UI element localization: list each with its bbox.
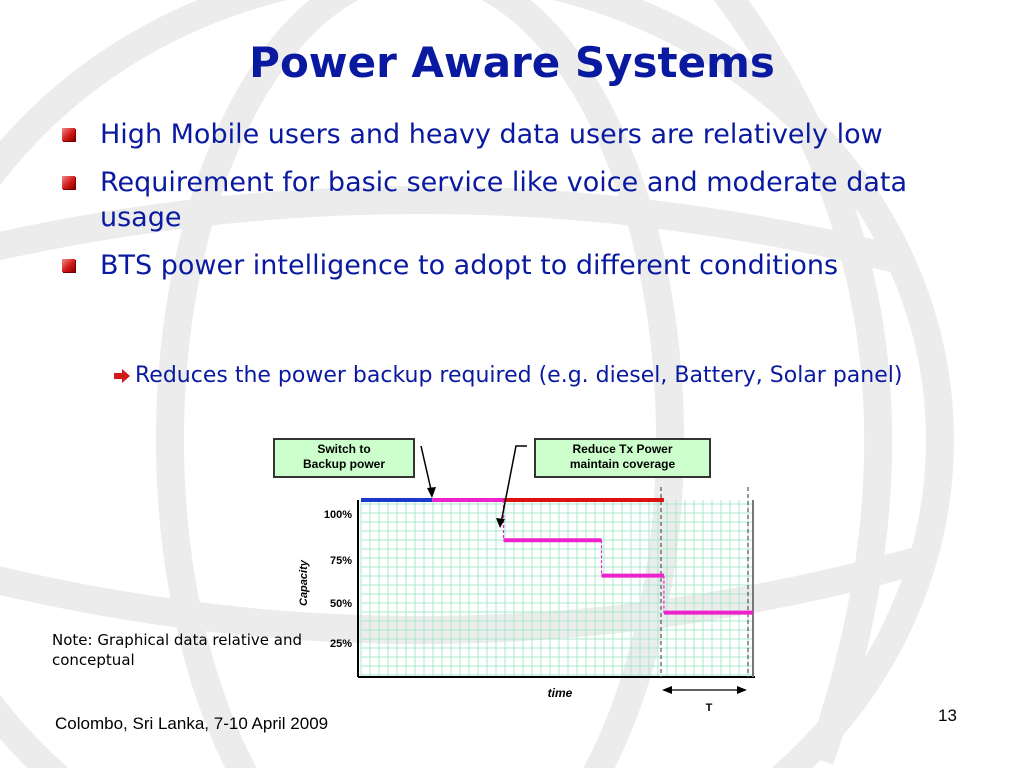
callout-line: Switch to [317, 442, 371, 456]
callout-arrowhead-1 [427, 487, 436, 498]
x-axis-label: time [547, 686, 573, 700]
chart-note: Note: Graphical data relative and conceptual [52, 631, 303, 669]
tick-label: 50% [329, 598, 352, 610]
footer-location: Colombo, Sri Lanka, 7-10 April 2009 [55, 714, 329, 733]
tick-label: 75% [329, 555, 352, 567]
tick-label: 25% [329, 638, 352, 650]
tick-label: 100% [323, 509, 352, 521]
interval-label: T [705, 702, 713, 714]
callout-line: Backup power [302, 457, 386, 471]
chart-grid [361, 500, 753, 677]
bullet-text: BTS power intelligence to adopt to different conditions [100, 250, 839, 281]
callout-pointer-1 [421, 446, 432, 494]
sub-bullet-text: Reduces the power backup required (e.g. diesel, Battery, Solar panel) [135, 363, 903, 388]
interval-arrow-left-icon [662, 686, 672, 694]
callout-line: maintain coverage [569, 457, 676, 471]
y-axis-label: Capacity [298, 560, 310, 606]
callout-line: Reduce Tx Power [572, 442, 673, 456]
bullet-text: High Mobile users and heavy data users are relatively low [100, 119, 883, 150]
page-number: 13 [938, 706, 957, 725]
interval-arrow-right-icon [737, 686, 747, 694]
page-title: Power Aware Systems [249, 38, 775, 87]
bullet-text: Requirement for basic service like voice and moderate data usage [100, 167, 908, 233]
